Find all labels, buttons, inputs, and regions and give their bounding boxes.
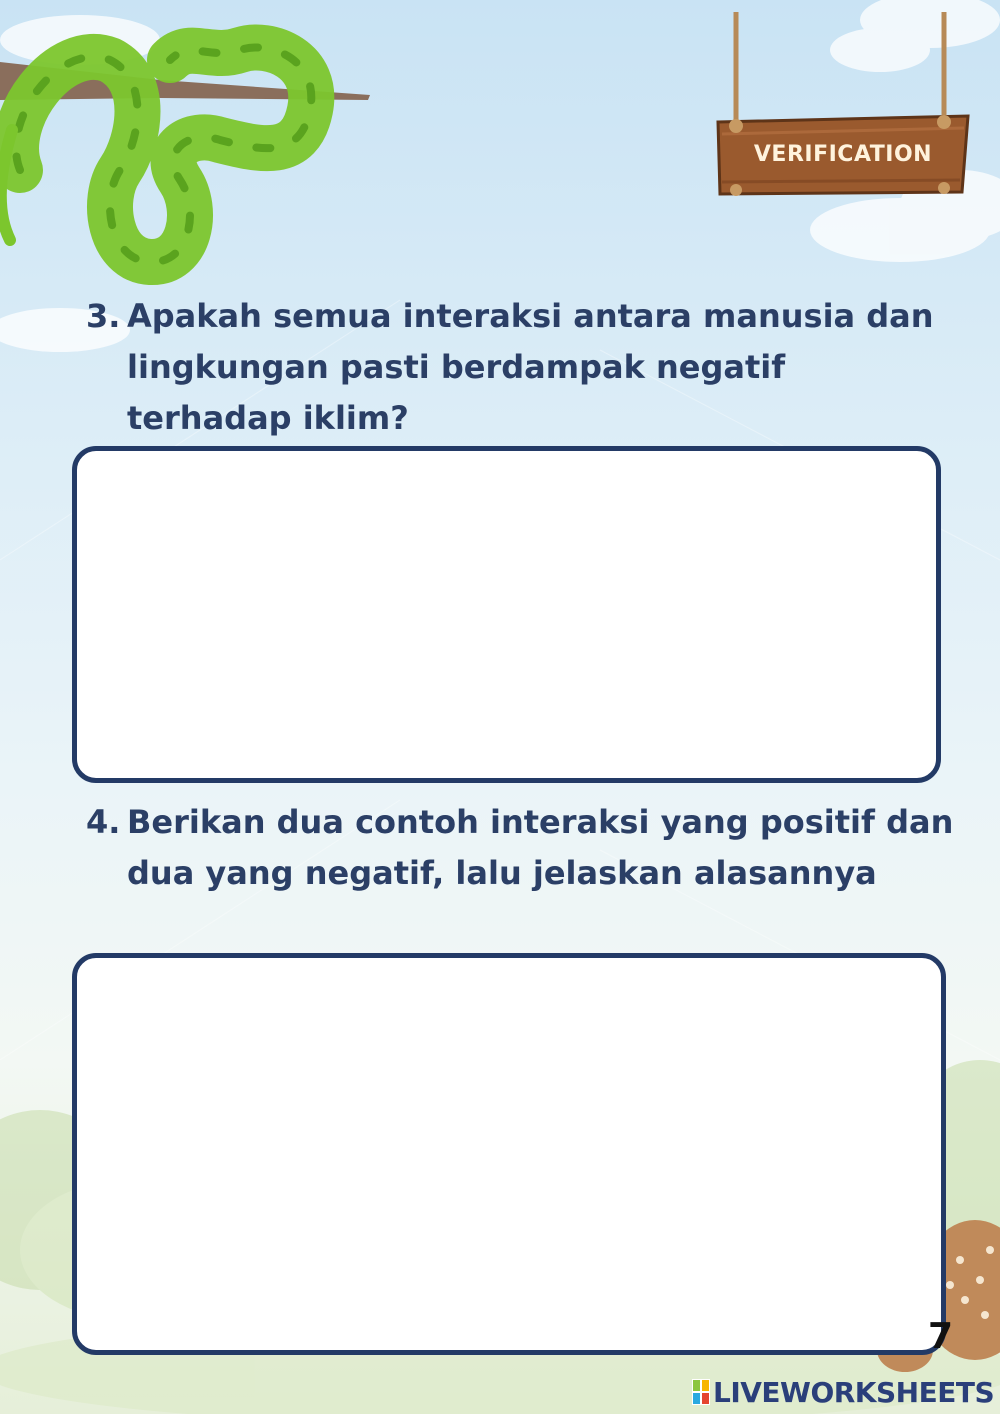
answer-box-3[interactable]: [72, 446, 941, 783]
liveworksheets-icon: [692, 1379, 710, 1405]
page-number: 7: [928, 1316, 954, 1357]
liveworksheets-label: LIVEWORKSHEETS: [713, 1375, 995, 1409]
question-4: [86, 797, 956, 899]
wooden-sign-icon: [712, 12, 974, 208]
question-text: Apakah semua interaksi antara manusia dan lingkungan pasti berdampak negatif terhadap iklim?: [127, 297, 934, 437]
question-number: 3.: [86, 297, 121, 335]
question-number: 4.: [86, 803, 121, 841]
verification-sign: [712, 12, 974, 208]
question-3: [86, 291, 956, 444]
verification-label: VERIFICATION: [753, 142, 933, 167]
liveworksheets-logo[interactable]: [692, 1375, 994, 1409]
question-text: Berikan dua contoh interaksi yang positif dan dua yang negatif, lalu jelaskan alasannya: [127, 803, 954, 892]
answer-box-4[interactable]: [72, 953, 946, 1355]
